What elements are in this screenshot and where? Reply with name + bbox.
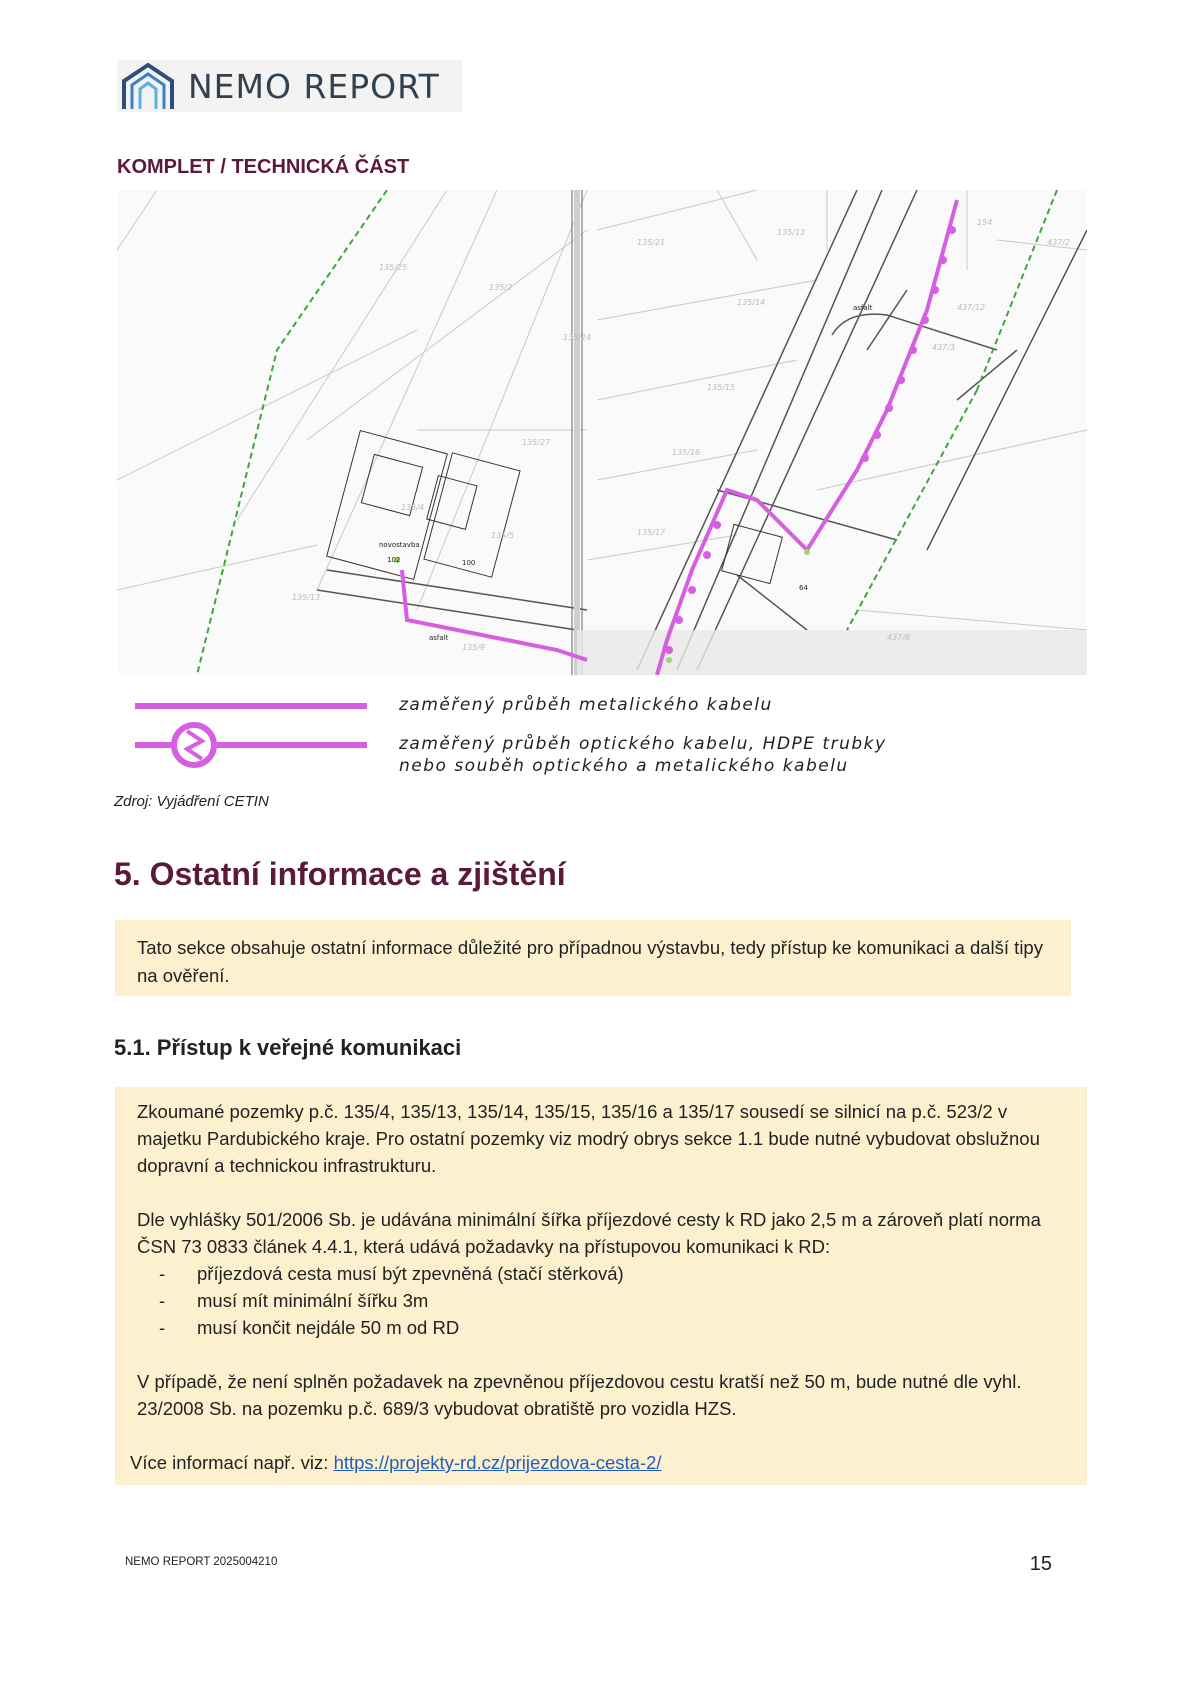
map-text-label: 64	[799, 584, 808, 592]
parcel-label: 135/13	[777, 228, 806, 237]
section-label: KOMPLET / TECHNICKÁ ČÁST	[117, 156, 410, 178]
parcel-label: 135/9	[462, 643, 486, 652]
map-text-label: asfalt	[429, 634, 449, 642]
section-5-1-box	[115, 1087, 1087, 1485]
more-info-link[interactable]: https://projekty-rd.cz/prijezdova-cesta-2/	[333, 1452, 662, 1473]
parcel-label: 135/15	[707, 383, 736, 392]
page-number: 15	[1029, 1553, 1052, 1575]
list-item: - musí mít minimální šířku 3m	[137, 1287, 1065, 1314]
logo-text: NEMO REPORT	[188, 66, 440, 106]
image-source: Zdroj: Vyjádření CETIN	[114, 793, 269, 810]
cable-map	[117, 190, 1087, 675]
cable-map-drawing	[117, 190, 1087, 675]
legend-optical-text-2: nebo souběh optického a metalického kabelu	[399, 756, 849, 776]
parcel-label: 135/25	[379, 263, 408, 272]
parcel-label: 135/21	[637, 238, 666, 247]
parcel-label: 135/24	[563, 333, 592, 342]
parcel-label: 437/3	[932, 343, 956, 352]
parcel-label: 135/5	[491, 531, 515, 540]
paragraph: Zkoumané pozemky p.č. 135/4, 135/13, 135/14, 135/15, 135/16 a 135/17 sousedí se silnicí na p.č. 523/2 v majetku Pardubického kraje. Pro ostatní pozemky viz modrý obrys sekce 1.1 bude nutné vybudovat obslužnou dopravní a technickou infrastrukturu.	[137, 1101, 1040, 1176]
section-5-intro-text: Tato sekce obsahuje ostatní informace důležité pro případnou výstavbu, tedy přístup ke komunikaci a další tipy na ověření.	[137, 937, 1043, 986]
parcel-label: 135/13	[292, 593, 321, 602]
map-text-label: 100	[462, 559, 476, 567]
map-text-label: novostavba	[379, 541, 420, 549]
requirements-list	[137, 1260, 1065, 1341]
parcel-label: 135/14	[737, 298, 766, 307]
logo	[117, 60, 462, 112]
section-5-intro-box	[115, 920, 1071, 996]
paragraph: V případě, že není splněn požadavek na zpevněnou příjezdovou cestu kratší než 50 m, bude nutné dle vyhl. 23/2008 Sb. na pozemku p.č. 689/3 vybudovat obratiště pro vozidla HZS.	[137, 1371, 1022, 1419]
parcel-label: 135/27	[522, 438, 551, 447]
paragraph: Dle vyhlášky 501/2006 Sb. je udávána minimální šířka příjezdové cesty k RD jako 2,5 m a zároveň platí norma ČSN 73 0833 článek 4.4.1, která udává požadavky na přístupovou komunikaci k RD:	[137, 1209, 1041, 1257]
parcel-label: 135/4	[401, 503, 425, 512]
parcel-label: 135/17	[637, 528, 666, 537]
parcel-label: 437/2	[1047, 238, 1071, 247]
legend-metallic-text: zaměřený průběh metalického kabelu	[399, 695, 773, 715]
footer-report-id: NEMO REPORT 2025004210	[125, 1556, 278, 1568]
section-5-1-title: 5.1. Přístup k veřejné komunikaci	[114, 1035, 462, 1060]
parcel-label: 135/16	[672, 448, 701, 457]
parcel-label: 154	[977, 218, 993, 227]
legend-optical-text-1: zaměřený průběh optického kabelu, HDPE trubky	[399, 734, 887, 754]
more-info-label: Více informací např. viz:	[130, 1452, 334, 1473]
map-legend	[117, 683, 917, 783]
parcel-label: 437/12	[957, 303, 986, 312]
parcel-label: 135/2	[489, 283, 513, 292]
map-text-label: asfalt	[853, 304, 873, 312]
more-info	[130, 1449, 1065, 1476]
list-item: - příjezdová cesta musí být zpevněná (stačí stěrková)	[137, 1260, 1065, 1287]
list-item: - musí končit nejdále 50 m od RD	[137, 1314, 1065, 1341]
map-text-label: 102	[387, 556, 401, 564]
section-5-title: 5. Ostatní informace a zjištění	[114, 856, 566, 892]
logo-icon	[120, 61, 176, 111]
parcel-label: 437/8	[887, 633, 911, 642]
